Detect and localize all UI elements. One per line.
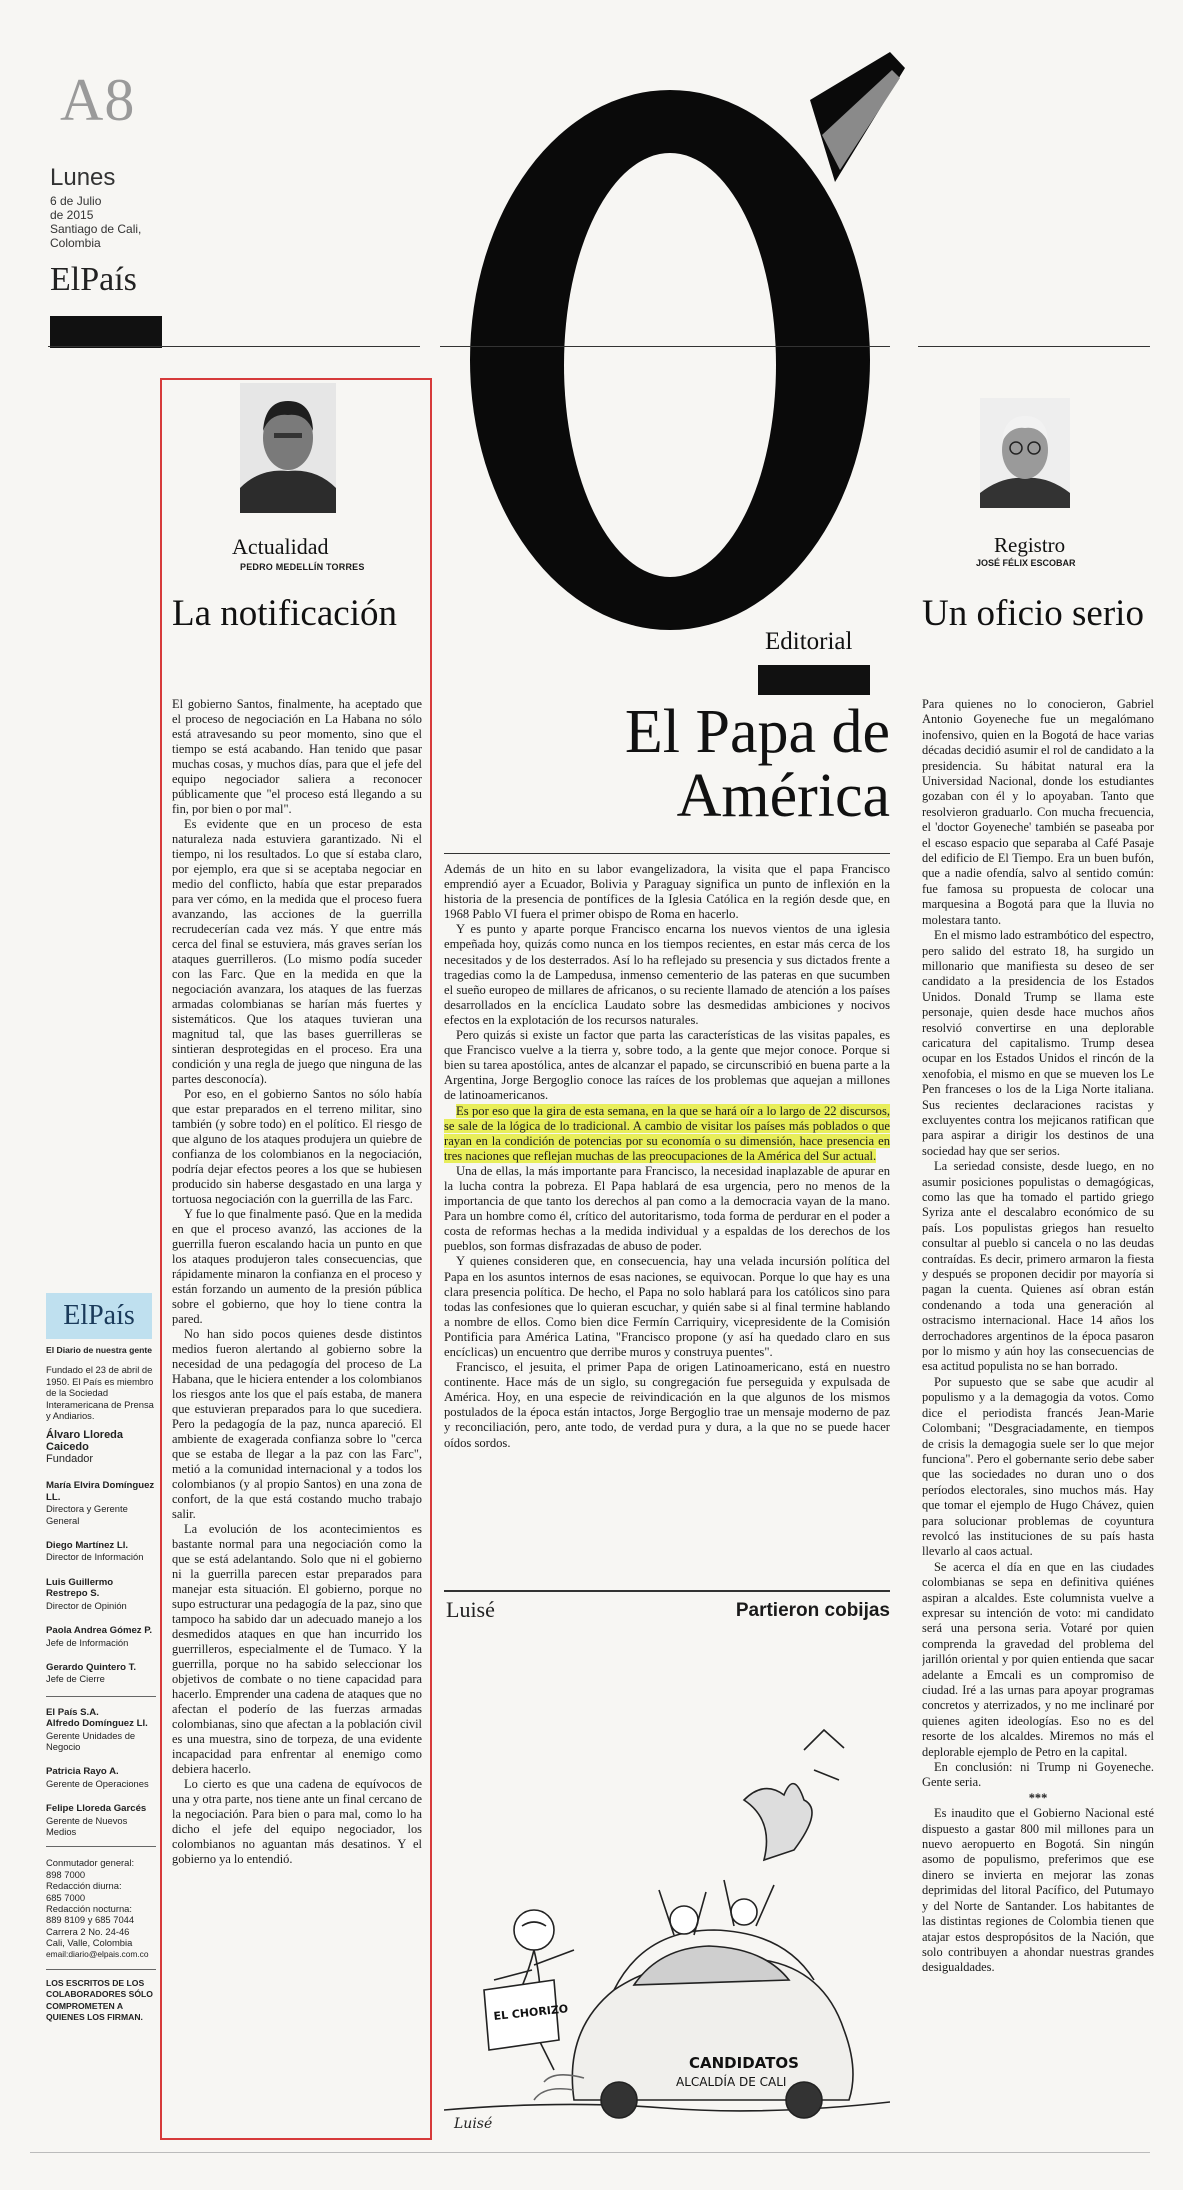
paragraph: Y fue lo que finalmente pasó. Que en la medida en que el proceso avanzó, las acciones de la guerrilla fueron escalando hacia un punto en que los ataques produjeron tales consecuencias, que rápidamente minaron la confianza en el proceso y están forzando un aumento de la presión pública sobre el gobierno, que hoy lo tiene contra la pared. <box>172 1207 422 1326</box>
author-photo-left <box>240 383 336 513</box>
contact-line: Carrera 2 No. 24-46 <box>46 1925 130 1937</box>
cartoon-rule <box>444 1590 890 1592</box>
staff-role: Director de Información <box>46 1551 144 1563</box>
paragraph: La evolución de los acontecimientos es bastante normal para una negociación como la que se está adelantando. Solo que ni el gobierno ni la guerrilla parecen estar preparados para manejar esta situación. El gobierno, porque no supo estructurar una pedagogía de la paz, sino que tampoco ha sabido dar un adecuado manejo a los desmedidos ataques en que han incurrido los guerrilleros, especialmente el de Tumaco. Y la guerrilla, porque no ha sabido seleccionar los objetivos de combate o no tiene capacidad para hacerlo. Emprender una cadena de ataques que no afectan el poderío de las fuerzas armadas colombianas, sino que afectan a la población civil es una muestra, sino de torpeza, de una evidente incapacidad para enfrentar al enemigo como debiera hacerlo. <box>172 1522 422 1776</box>
contact-line: 898 7000 <box>46 1868 86 1880</box>
staff-brand-box <box>46 1293 152 1339</box>
staff-box <box>46 1345 156 2024</box>
company-staff-role: Gerente de Nuevos Medios <box>46 1814 128 1837</box>
paragraph: Por eso, en el gobierno Santos no sólo había que estar preparados en el terreno militar, sino también (y sobre todo) en el político. El riesgo de que alguno de los ataques produjera un quiebre de confianza de los colombianos en la negociación, podría dejar efectos peores a los que se hubiesen producido sin haberse desgastado en una larga y tortuosa negociación con la guerrilla de las Farc. <box>172 1087 422 1206</box>
editorial-rule <box>444 853 890 854</box>
right-rule <box>918 346 1150 347</box>
paragraph: El gobierno Santos, finalmente, ha aceptado que el proceso de negociación en La Habana no sólo está atravesando su peor momento, sino que el tiempo se está acabando. Han tenido que pasar muchas cosas, y muchos días, para que el jefe del equipo negociador saliera a reconocer públicamente que "el proceso está llegando a su fin, por bien o por mal". <box>172 697 422 816</box>
paragraph: Es evidente que en un proceso de esta naturaleza nada estuviera garantizado. Ni el tiempo, ni los resultados. Lo que sí estaba claro, por ejemplo, era que si se aceptaba negociar en medio del conflicto, había que estar preparados para ver cómo, en la medida que el proceso fuera avanzando, las acciones de la guerrilla recrudecerían cada vez más. Y que entre más cerca del final se estuviera, más graves serían los ataques guerrilleros. (Lo mismo podía suceder con las Farc. Que en la medida en que la negociación avanzara, los ataques de las fuerzas armadas colombianas se harían más fuertes y sistemáticos. Que los ataques tuvieran una magnitud tal, que las bases guerrilleras se sintieran desprotegidas en el proceso. Era una condición y una regla de juego que ninguna de las partes desconocía). <box>172 817 422 1086</box>
paragraph: Por supuesto que se sabe que acudir al populismo y a la demagogia da votos. Como dice el periodista francés Jean-Marie Colombani; "Desgraciadamente, en tiempos de crisis la demagogia suele ser lo que mejor funciona". Pero el gobernante serio debe saber que las sociedades no duran uno o dos períodos electorales, sino muchos más. Hay que tomar el ejemplo de Hugo Chávez, quien para solucionar problemas de coyuntura revolcó las instituciones de su país hasta llevarlo al caos actual. <box>922 1374 1154 1559</box>
contact-line: 889 8109 y 685 7044 <box>46 1914 135 1926</box>
company-staff-name: Alfredo Domínguez Ll. <box>46 1718 148 1730</box>
cartoon-signature: Luisé <box>454 2116 493 2130</box>
highlight: Es por eso que la gira de esta semana, en la que se hará oír a lo largo de 22 discursos, se sale de la lógica de lo tradicional. A cambio de visitar los países más poblados o que rayan en la condición de potencias por su economía o su dimensión, hace presencia en tres naciones que reflejan muchas de las preocupaciones de la América del Sur actual. <box>444 1103 890 1163</box>
editorial-label-bar <box>758 665 870 695</box>
column-author-left: PEDRO MEDELLÍN TORRES <box>240 562 365 572</box>
column-section-left: Actualidad <box>232 534 329 559</box>
cartoon-title: Partieron cobijas <box>735 1600 890 1621</box>
sign-text: EL CHORIZO <box>492 2002 569 2023</box>
masthead-rule <box>48 346 420 347</box>
paragraph: Para quienes no lo conocieron, Gabriel Antonio Goyeneche fue un megalómano inofensivo, quien en la Bogotá de hace varias décadas decidió asumir el rol de candidato a la presidencia. Su hábitat natural era la Universidad Nacional, donde los estudiantes gozaban con él y lo apoyaban. Tanto que resolvieron graduarlo. Con mucha frecuencia, el 'doctor Goyeneche' también se paseaba por el escaso espacio que separaba al Café Pasaje del edificio de El Tiempo. Era un buen bufón, que a nadie ofendía, salvo al sentido común: fue famosa su propuesta de colocar una marquesina a Bogotá para que la lluvia no molestara tanto. <box>922 697 1154 927</box>
highlighted-paragraph <box>444 1104 890 1164</box>
staff-role: Jefe de Cierre <box>46 1673 105 1685</box>
cartoon-drawing <box>444 1630 890 2130</box>
company-staff-role: Gerente Unidades de Negocio <box>46 1729 136 1752</box>
editorial-label: Editorial <box>765 628 853 655</box>
editorial-title-line: América <box>676 762 890 830</box>
disclaimer: LOS ESCRITOS DE LOS COLABORADORES SÓLO COMPROMETEN A QUIENES LOS FIRMAN. <box>46 1978 153 2023</box>
car-text-2: ALCALDÍA DE CALI <box>676 2075 787 2089</box>
brand-bar <box>50 316 162 348</box>
date-line: Colombia <box>50 236 101 250</box>
date-lines <box>50 194 141 250</box>
date-day: Lunes <box>50 164 116 191</box>
staff-name: Diego Martínez Ll. <box>46 1540 129 1552</box>
founder-role: Fundador <box>46 1453 94 1466</box>
separator: *** <box>1028 1790 1048 1805</box>
column-title-left: La notificación <box>172 593 397 634</box>
founding-text: Fundado el 23 de abril de 1950. El País es miembro de la Sociedad Interamericana de Prensa y Andiarios. <box>46 1364 154 1422</box>
staff-name: Paola Andrea Gómez P. <box>46 1625 153 1637</box>
staff-brand: ElPaís <box>63 1300 135 1331</box>
paragraph: La seriedad consiste, desde luego, en no asumir posiciones populistas o demagógicas, como las que ha tomado el partido griego Syriza ante el descalabro económico de su país. Los populistas griegos han resuelto consultar al pueblo si cancela o no las deudas contraídas. Es decir, primero armaron la fiesta y después se proponen decidir por mayoría si pagan la cuenta. Quienes así obran están condenando a toda una generación al ostracismo internacional. Hace 14 años los derrochadores argentinos de la época pasaron por lo mismo y aún hoy las consecuencias de esa actitud populista no se han borrado. <box>922 1159 1154 1374</box>
paragraph: Y quienes consideren que, en consecuencia, hay una velada incursión política del Papa en los asuntos internos de esas naciones, se equivocan. Porque lo que hay es una clara presencia política. De hecho, el Papa no solo hablará para los católicos sino para todas las confesiones que lo quieran escuchar, y quién sabe si al final termine hablando a nombre de ellos. Como bien dice Fermín Carriquiry, vicepresidente de la Comisión Pontificia para América Latina, "Francisco propone (y así ha quedado claro en sus encíclicas) un encuentro que derribe muros y construya puentes". <box>444 1254 890 1359</box>
column-section-right: Registro <box>994 533 1066 557</box>
contact-line: Conmutador general: <box>46 1857 135 1869</box>
contact-line: 685 7000 <box>46 1891 86 1903</box>
center-rule <box>440 346 890 347</box>
paragraph: Francisco, el jesuita, el primer Papa de origen Latinoamericano, está en nuestro continente. Hace más de un siglo, su congregación fue perseguida y expulsada de América. Hoy, en una especie de reivindicación en la que algunos de los mismos postulados de la época están intactos, Jorge Bergoglio trae un mensaje moderno de paz y reconciliación, pero, ante todo, de verdad pura y dura, a la que no se puede hacer oídos sordos. <box>444 1360 890 1450</box>
company-staff-name: Felipe Lloreda Garcés <box>46 1803 147 1815</box>
paragraph: Y es punto y aparte porque Francisco encarna los nuevos vientos de una iglesia empeñada hoy, quizás como nunca en los tiempos recientes, en estar más cerca de los necesitados y de los desterrados. Así lo ha reflejado su presencia y sus dictados frente a tragedias como la de Lampedusa, inmenso cementerio de las pateras en que sucumben el sueño europeo de millares de africanos, o su reciente llamado de atención a los países desarrollados en la encíclica Laudato sobre las desmedidas ambiciones y nocivos efectos en la explotación de los recursos naturales. <box>444 922 890 1027</box>
cartoon-artist: Luisé <box>446 1597 495 1622</box>
bottom-rule <box>30 2152 1150 2153</box>
column-body-left <box>172 697 422 2137</box>
founder-name: Álvaro Lloreda Caicedo <box>46 1429 124 1454</box>
paragraph: No han sido pocos quienes desde distintos medios fueron alertando al gobierno sobre la necesidad de una pedagogía del proceso de La Habana, que le hiciera entender a los colombianos los riesgos ante los que el país estaba, de manera que estuvieran preparados para lo que sucediera. Pero la pedagogía de la paz, nunca apareció. El ambiente de exagerada confianza sobre lo "cerca que se estaba de llegar a la paz con las Farc", metió a la comunidad internacional y a todos los colombianos (y al propio Santos) en una zona de confort, de la que está costando mucho trabajo salir. <box>172 1327 422 1521</box>
section-letter-wrapper <box>430 30 930 630</box>
paragraph: Se acerca el día en que en las ciudades colombianas se sepa en definitiva quiénes aspiran a alcaldes. Este columnista vuelve a expresar su intención de voto: mi candidato será una persona seria. Votaré por quien comprenda la gravedad del problema del jarillón oriental y por quien entienda que sacar adelante a Emcali es un compromiso de ciudad. Iré a las urnas para apoyar programas concretos y aterrizados, y no me inclinaré por quienes agiten ideologías. Eso no es del resorte de los alcaldes. Miremos no más el deplorable ejemplo de Petro en la capital. <box>922 1559 1154 1759</box>
brand-logo: ElPaís <box>50 261 137 298</box>
company-staff-role: Gerente de Operaciones <box>46 1777 149 1789</box>
staff-name: Gerardo Quintero T. <box>46 1661 137 1673</box>
editorial-title <box>520 700 890 828</box>
paragraph: Una de ellas, la más importante para Francisco, la necesidad inaplazable de apurar en la lucha contra la pobreza. El Papa hablará de esa urgencia, pero no menos de la importancia de que tanto los derechos al pan como a la democracia vayan de la mano. Para un hombre como él, crítico del autoritarismo, toda forma de perdurar en el poder a costa de reformas hechas a la medida individual y a espaldas de los derechos de los pueblos, son formas disfrazadas de abuso de poder. <box>444 1163 890 1254</box>
paragraph: Pero quizás si existe un factor que parta las características de las visitas papales, es que Francisco vuelve a la tierra y, sobre todo, a la gente que mejor conoce. Porque si bien su tarea apostólica, antes de alcanzar el papado, se circunscribió en buena parte a la Argentina, Jorge Bergoglio conoce las raíces de los problemas que aquejan a millones de latinoamericanos. <box>444 1028 890 1103</box>
paragraph: En el mismo lado estrambótico del espectro, pero salido del estrato 18, ha surgido un millonario que manifiesta su deseo de ser candidato a la presidencia de los Estados Unidos. Donald Trump se llama este personaje, quien desde hace muchos años resolvió convertirse en una deplorable caricatura del capitalismo. Trump desea ocupar en los Estados Unidos el rincón de la xenofobia, el mismo en que se mueven los Le Pen franceses o los de la Liga Norte italiana. Sus recientes declaraciones racistas y excluyentes contra los mejicanos ratifican que para aspirar a dirigir los destinos de una sociedad hay que ser serios. <box>922 928 1154 1158</box>
page-number: A8 <box>60 67 136 133</box>
car-text-1: CANDIDATOS <box>689 2054 799 2072</box>
closing-paragraph: Es inaudito que el Gobierno Nacional esté dispuesto a gastar 800 mil millones para un nuevo aeropuerto en Bogotá. Sin ningún asomo de populismo, preferimos que ese dinero se invierta en mejorar las zonas deprimidas del litoral Pacífico, del Putumayo y del Norte de Santander. Los habitantes de las distintas regiones de Colombia tienen que atajar estos despropósitos de la Nación, que solo contribuyen a ahondar nuestras grandes desigualdades. <box>922 1806 1154 1975</box>
column-body-right <box>922 697 1154 2142</box>
author-photo-right <box>980 398 1070 508</box>
column-author-right: JOSÉ FÉLIX ESCOBAR <box>976 558 1076 568</box>
company-staff-name: Patricia Rayo A. <box>46 1766 119 1778</box>
paragraph: En conclusión: ni Trump ni Goyeneche. Gente seria. <box>922 1760 1154 1790</box>
staff-role: Director de Opinión <box>46 1599 127 1611</box>
paragraph: Además de un hito en su labor evangelizadora, la visita que el papa Francisco emprendió ayer a Ecuador, Bolivia y Paraguay significa un punto de inflexión en la historia de la presencia de pontífices de la Iglesia Católica en la región desde que, en 1968 Pablo VI fuera el primer obispo de Roma en hacerlo. <box>444 862 890 922</box>
editorial-body <box>444 862 890 1582</box>
date-line: 6 de Julio <box>50 194 102 208</box>
paragraph: Lo cierto es que una cadena de equívocos de una y otra parte, nos tiene ante un final cercano de la negociación. Para bien o para mal, como lo ha dicho el jefe del equipo negociador, los colombianos no aguantan más desatinos. Y el gobierno ya lo entendió. <box>172 1777 422 1866</box>
staff-role: Directora y Gerente General <box>46 1503 128 1526</box>
staff-name: María Elvira Domínguez LL. <box>46 1480 155 1503</box>
column-title-right: Un oficio serio <box>922 593 1144 634</box>
editorial-title-line: El Papa de <box>624 698 890 766</box>
contact-line: Redacción diurna: <box>46 1880 122 1892</box>
date-line: Santiago de Cali, <box>50 222 142 236</box>
contact-line: email:diario@elpais.com.co <box>46 1948 149 1959</box>
contact-line: Cali, Valle, Colombia <box>46 1937 133 1949</box>
date-line: de 2015 <box>50 208 94 222</box>
staff-tagline: El Diario de nuestra gente <box>46 1345 153 1355</box>
contact-line: Redacción nocturna: <box>46 1903 132 1914</box>
section-letter-o <box>430 30 930 630</box>
company-name: El País S.A. <box>46 1706 99 1718</box>
staff-role: Jefe de Información <box>46 1636 129 1648</box>
staff-name: Luis Guillermo Restrepo S. <box>46 1576 114 1600</box>
